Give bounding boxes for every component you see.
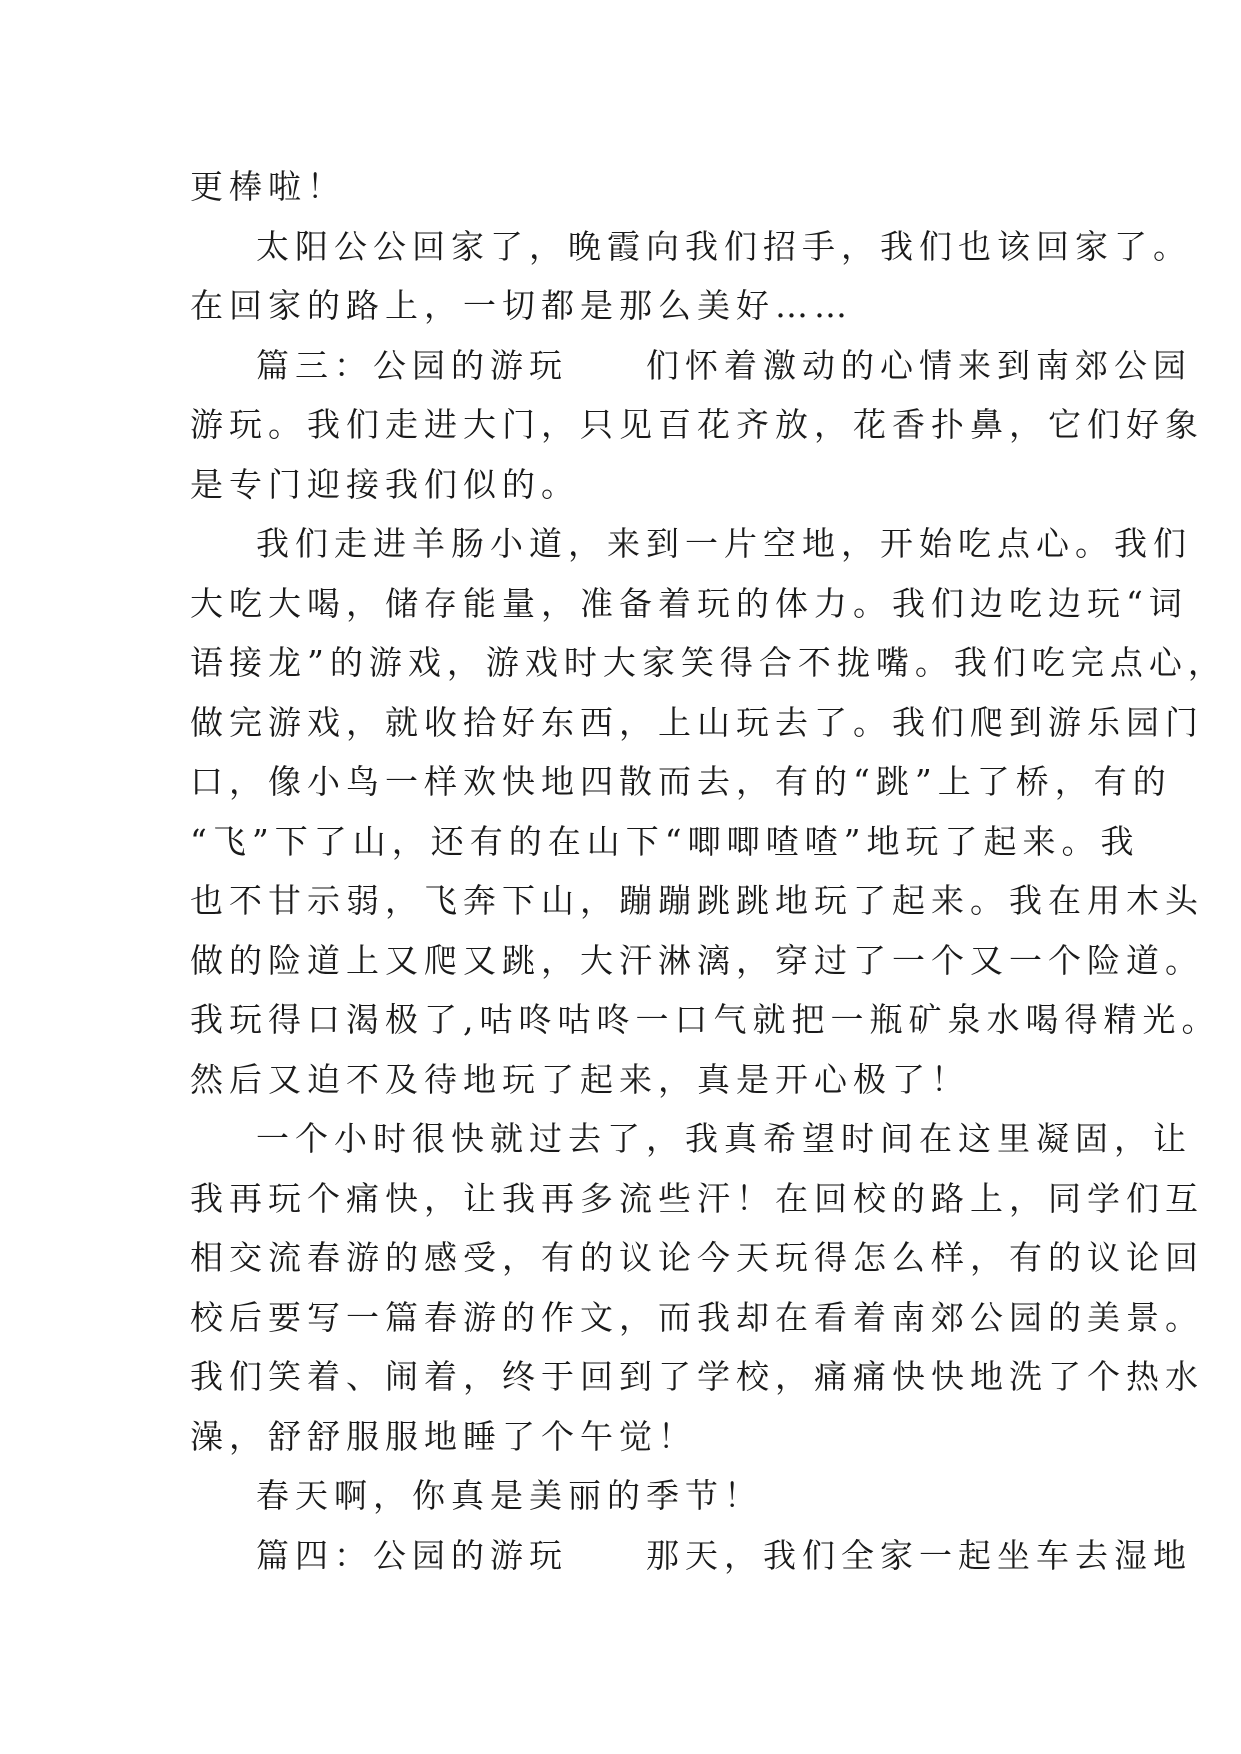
text-line: 澡，舒舒服服地睡了个午觉！ <box>190 1416 697 1456</box>
section-heading-line: 篇四：公园的游玩 那天，我们全家一起坐车去湿地 <box>256 1535 1192 1575</box>
text-line: 我玩得口渴极了,咕咚咕咚一口气就把一瓶矿泉水喝得精光。 <box>190 1000 1221 1039</box>
text-line: 也不甘示弱，飞奔下山，蹦蹦跳跳地玩了起来。我在用木头 <box>190 881 1204 920</box>
section-heading-line: 篇三：公园的游玩 们怀着激动的心情来到南郊公园 <box>256 345 1192 385</box>
text-line: 我们笑着、闹着，终于回到了学校，痛痛快快地洗了个热水 <box>190 1357 1204 1396</box>
document-body <box>190 157 1227 1585</box>
text-line: 太阳公公回家了，晚霞向我们招手，我们也该回家了。 <box>256 226 1192 266</box>
text-line: 校后要写一篇春游的作文，而我却在看着南郊公园的美景。 <box>190 1297 1204 1337</box>
text-line: “飞”下了山，还有的在山下“唧唧喳喳”地玩了起来。我 <box>190 821 1140 861</box>
text-line: 春天啊，你真是美丽的季节！ <box>256 1476 763 1515</box>
text-line: 做完游戏，就收拾好东西，上山玩去了。我们爬到游乐园门 <box>190 702 1204 742</box>
text-line: 在回家的路上，一切都是那么美好…… <box>190 286 853 325</box>
text-line: 口，像小鸟一样欢快地四散而去，有的“跳”上了桥，有的 <box>190 762 1172 801</box>
text-line: 游玩。我们走进大门，只见百花齐放，花香扑鼻，它们好象 <box>190 405 1204 444</box>
text-line: 语接龙”的游戏，游戏时大家笑得合不拢嘴。我们吃完点心， <box>190 643 1227 682</box>
text-line: 更棒啦！ <box>190 167 346 206</box>
text-line: 我再玩个痛快，让我再多流些汗！在回校的路上，同学们互 <box>190 1178 1204 1218</box>
text-line: 一个小时很快就过去了，我真希望时间在这里凝固，让 <box>256 1119 1192 1158</box>
text-line: 然后又迫不及待地玩了起来，真是开心极了！ <box>190 1059 970 1099</box>
text-line: 做的险道上又爬又跳，大汗淋漓，穿过了一个又一个险道。 <box>190 940 1204 980</box>
text-line: 我们走进羊肠小道，来到一片空地，开始吃点心。我们 <box>256 524 1192 563</box>
text-line: 相交流春游的感受，有的议论今天玩得怎么样，有的议论回 <box>190 1238 1204 1277</box>
text-line: 是专门迎接我们似的。 <box>190 464 580 504</box>
text-line: 大吃大喝，储存能量，准备着玩的体力。我们边吃边玩“词 <box>190 583 1188 623</box>
